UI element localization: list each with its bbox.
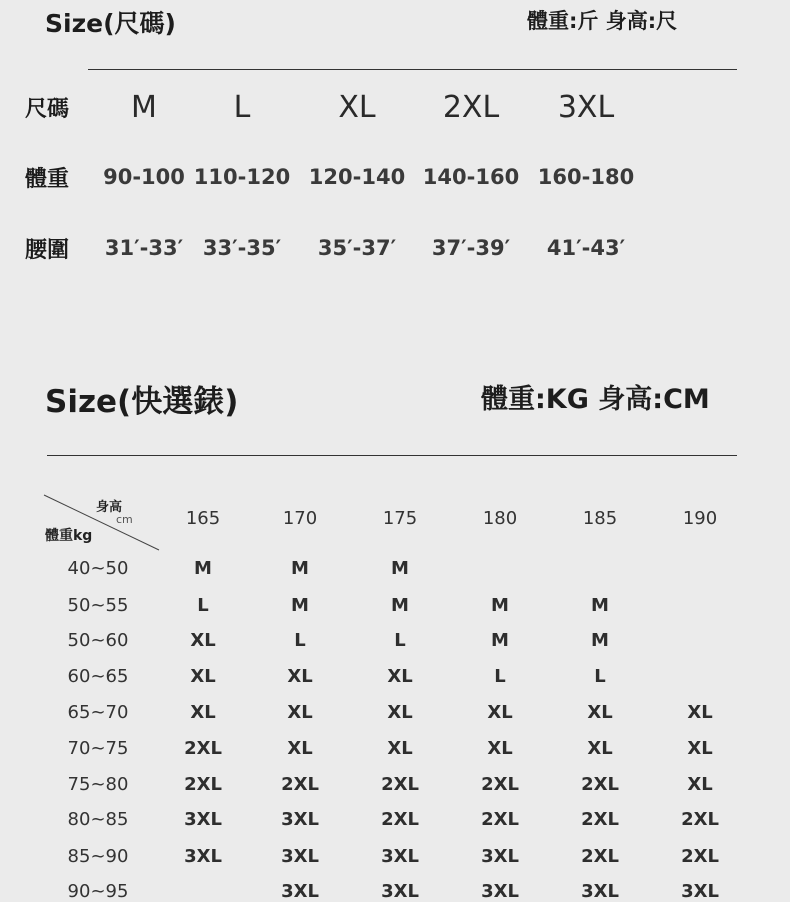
size-chart-title: Size(尺碼)	[45, 9, 176, 38]
size-cell: XL	[190, 702, 216, 723]
size-cell: L	[294, 630, 306, 651]
size-cell: L	[197, 595, 209, 616]
weight-value: 90-100	[103, 165, 185, 189]
size-cell: 2XL	[381, 809, 419, 830]
weight-range: 70~75	[67, 738, 129, 759]
size-header: XL	[338, 90, 376, 125]
size-cell: M	[391, 558, 409, 579]
size-row-label: 尺碼	[25, 97, 70, 122]
size-cell: L	[494, 666, 506, 687]
size-cell: 3XL	[281, 846, 319, 867]
height-header: 170	[282, 508, 318, 529]
size-cell: XL	[687, 738, 713, 759]
size-cell: 2XL	[281, 774, 319, 795]
size-cell: XL	[487, 738, 513, 759]
waist-value: 37′-39′	[431, 236, 511, 260]
weight-range: 85~90	[67, 846, 129, 867]
size-cell: M	[591, 595, 609, 616]
size-cell: 3XL	[681, 881, 719, 902]
size-chart-units: 體重:斤 身高:尺	[527, 9, 678, 33]
weight-range: 40~50	[67, 558, 129, 579]
size-cell: XL	[687, 702, 713, 723]
size-cell: 2XL	[184, 738, 222, 759]
size-cell: XL	[190, 666, 216, 687]
size-cell: XL	[587, 702, 613, 723]
weight-value: 140-160	[422, 165, 520, 189]
size-cell: M	[291, 595, 309, 616]
size-cell: 2XL	[481, 774, 519, 795]
waist-value: 33′-35′	[202, 236, 282, 260]
height-header: 190	[682, 508, 718, 529]
quick-chart-title: Size(快選錶)	[45, 384, 239, 420]
size-cell: M	[491, 595, 509, 616]
weight-range: 50~55	[67, 595, 129, 616]
weight-range: 50~60	[67, 630, 129, 651]
waist-row-label: 腰圍	[25, 238, 70, 263]
weight-range: 75~80	[67, 774, 129, 795]
size-header: 3XL	[557, 90, 615, 125]
weight-range: 65~70	[67, 702, 129, 723]
size-cell: 2XL	[184, 774, 222, 795]
size-cell: 2XL	[481, 809, 519, 830]
size-cell: XL	[287, 738, 313, 759]
size-cell: XL	[190, 630, 216, 651]
size-cell: XL	[287, 702, 313, 723]
height-header: 175	[382, 508, 418, 529]
size-cell: L	[394, 630, 406, 651]
size-cell: M	[194, 558, 212, 579]
size-cell: 3XL	[281, 809, 319, 830]
size-cell: 3XL	[381, 846, 419, 867]
weight-row-label: 體重	[25, 167, 70, 192]
size-cell: 3XL	[581, 881, 619, 902]
weight-value: 160-180	[537, 165, 635, 189]
size-cell: XL	[287, 666, 313, 687]
size-header: L	[233, 90, 251, 125]
size-cell: XL	[487, 702, 513, 723]
size-cell: 3XL	[281, 881, 319, 902]
corner-height-unit: cm	[116, 513, 133, 526]
size-cell: XL	[587, 738, 613, 759]
corner-weight-label: 體重kg	[45, 528, 93, 544]
weight-value: 120-140	[308, 165, 406, 189]
size-cell: L	[594, 666, 606, 687]
size-cell: M	[391, 595, 409, 616]
height-header: 185	[582, 508, 618, 529]
size-cell: 2XL	[581, 774, 619, 795]
size-cell: M	[591, 630, 609, 651]
waist-value: 35′-37′	[317, 236, 397, 260]
size-cell: XL	[387, 666, 413, 687]
size-cell: 3XL	[481, 881, 519, 902]
size-cell: 2XL	[681, 846, 719, 867]
divider	[47, 455, 737, 456]
size-cell: 3XL	[184, 846, 222, 867]
size-cell: XL	[687, 774, 713, 795]
size-cell: XL	[387, 702, 413, 723]
quick-chart-units: 體重:KG 身高:CM	[481, 384, 710, 415]
height-header: 165	[185, 508, 221, 529]
height-header: 180	[482, 508, 518, 529]
size-header: 2XL	[442, 90, 500, 125]
size-cell: M	[491, 630, 509, 651]
waist-value: 41′-43′	[546, 236, 626, 260]
size-cell: 2XL	[681, 809, 719, 830]
weight-range: 60~65	[67, 666, 129, 687]
weight-range: 90~95	[67, 881, 129, 902]
waist-value: 31′-33′	[104, 236, 184, 260]
size-cell: 2XL	[581, 846, 619, 867]
divider	[88, 69, 737, 70]
weight-value: 110-120	[193, 165, 291, 189]
size-cell: 2XL	[581, 809, 619, 830]
weight-range: 80~85	[67, 809, 129, 830]
size-cell: 3XL	[184, 809, 222, 830]
size-header: M	[131, 90, 157, 125]
size-cell: 3XL	[381, 881, 419, 902]
size-cell: XL	[387, 738, 413, 759]
corner-height-label: 身高	[96, 500, 123, 515]
size-cell: 3XL	[481, 846, 519, 867]
size-cell: M	[291, 558, 309, 579]
size-cell: 2XL	[381, 774, 419, 795]
